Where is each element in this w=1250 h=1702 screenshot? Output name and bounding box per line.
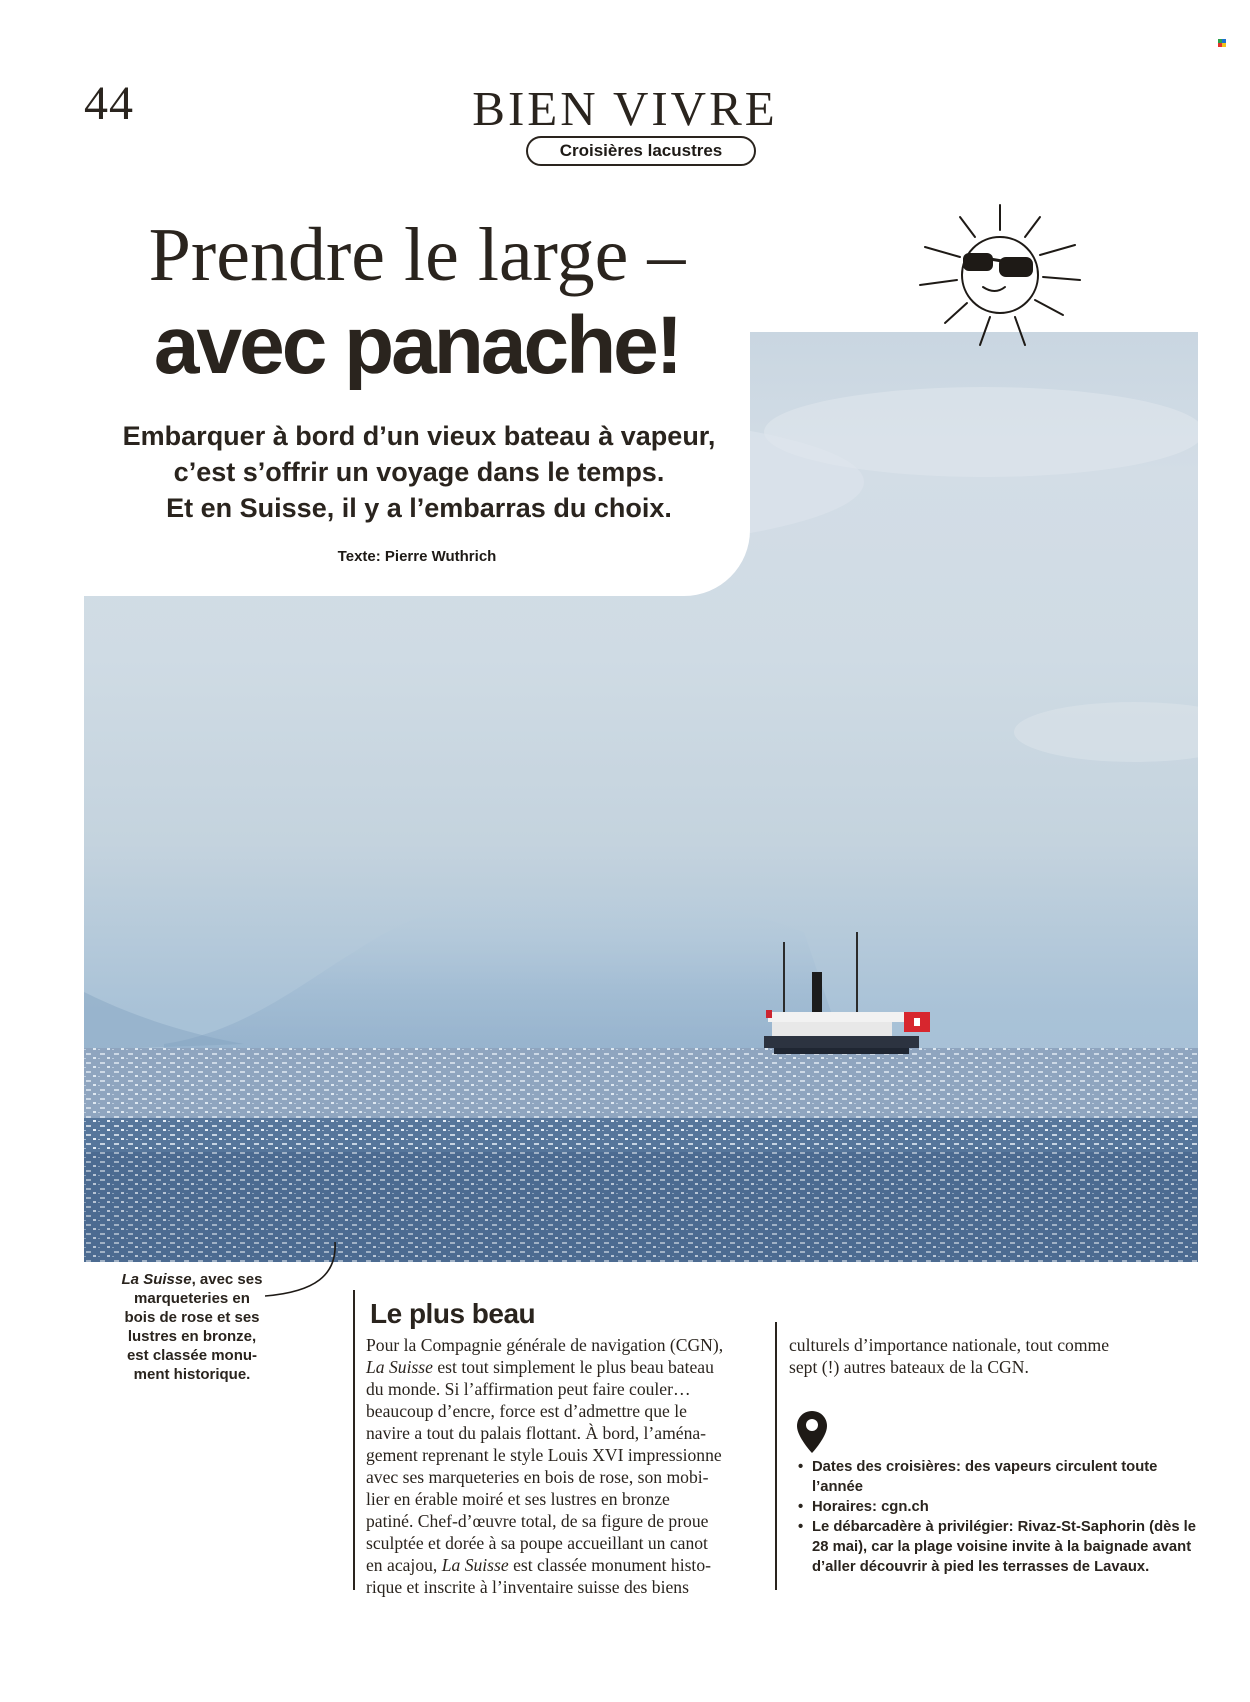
section-title: BIEN VIVRE xyxy=(472,81,778,136)
body-line: avec ses marqueteries en bois de rose, son mobi- xyxy=(366,1467,709,1487)
column-rule xyxy=(775,1322,777,1590)
color-registration-mark xyxy=(1218,34,1226,42)
body-line: du monde. Si l’affirmation peut faire couler… xyxy=(366,1379,691,1399)
body-line xyxy=(366,1356,766,1378)
body-column-2 xyxy=(789,1334,1209,1378)
caption-pointer-line xyxy=(265,1240,345,1310)
body-line: patiné. Chef-d’œuvre total, de sa figure de proue xyxy=(366,1511,709,1531)
body-column-1 xyxy=(366,1334,766,1598)
body-line: lier en érable moiré et ses lustres en bronze xyxy=(366,1489,670,1509)
column-rule xyxy=(353,1290,355,1590)
lead-paragraph xyxy=(104,418,734,526)
section-tag: Croisières lacustres xyxy=(526,136,756,166)
caption-line: lustres en bronze, xyxy=(127,1328,257,1345)
body-line: gement reprenant le style Louis XVI impressionne xyxy=(366,1445,722,1465)
caption-line: bois de rose et ses xyxy=(124,1309,260,1326)
body-line: rique et inscrite à l’inventaire suisse des biens xyxy=(366,1577,689,1597)
practical-info-list xyxy=(798,1457,1208,1577)
byline: Texte: Pierre Wuthrich xyxy=(337,548,497,565)
caption-line: est classée monu- xyxy=(126,1347,258,1364)
info-item: • Horaires: cgn.ch xyxy=(798,1497,1208,1517)
body-line: culturels d’importance nationale, tout comme xyxy=(789,1335,1110,1355)
body-line-text: est tout simplement le plus beau bateau xyxy=(437,1357,714,1377)
sunglasses-sun-icon xyxy=(905,195,1085,355)
ship-name: La Suisse xyxy=(441,1555,509,1575)
caption-line: ment historique. xyxy=(133,1366,251,1383)
caption-line: marqueteries en xyxy=(134,1290,250,1307)
caption-ship-name: La Suisse xyxy=(121,1271,192,1288)
body-line: sculptée et dorée à sa poupe accueillant un canot xyxy=(366,1533,708,1553)
headline-line-2: avec panache! xyxy=(153,300,681,391)
lead-line: Et en Suisse, il y a l’embarras du choix. xyxy=(166,493,672,523)
body-line: Pour la Compagnie générale de navigation (CGN), xyxy=(366,1335,724,1355)
info-item: • Le débarcadère à privilégier: Rivaz-St-Saphorin (dès le 28 mai), car la plage voisine invite à la baignade avant d’aller découvrir à pied les terrasses de Lavaux. xyxy=(798,1517,1208,1577)
headline-line-1: Prendre le large – xyxy=(148,213,686,297)
section-subhead: Le plus beau xyxy=(370,1298,536,1329)
body-line-text: est classée monument histo- xyxy=(513,1555,711,1575)
lead-line: c’est s’offrir un voyage dans le temps. xyxy=(173,457,665,487)
body-line-text: en acajou, xyxy=(366,1555,438,1575)
body-line: sept (!) autres bateaux de la CGN. xyxy=(789,1357,1029,1377)
page-number: 44 xyxy=(84,77,134,130)
ship-name: La Suisse xyxy=(366,1357,433,1377)
photo-caption xyxy=(108,1270,276,1384)
body-line: navire a tout du palais flottant. À bord, l’aména- xyxy=(366,1423,707,1443)
location-pin-icon xyxy=(796,1410,828,1454)
caption-line: , avec ses xyxy=(191,1271,263,1288)
body-line xyxy=(366,1554,766,1576)
info-item: • Dates des croisières: des vapeurs circulent toute l’année xyxy=(798,1457,1208,1497)
body-line: beaucoup d’encre, force est d’admettre que le xyxy=(366,1401,687,1421)
lead-line: Embarquer à bord d’un vieux bateau à vapeur, xyxy=(122,421,716,451)
